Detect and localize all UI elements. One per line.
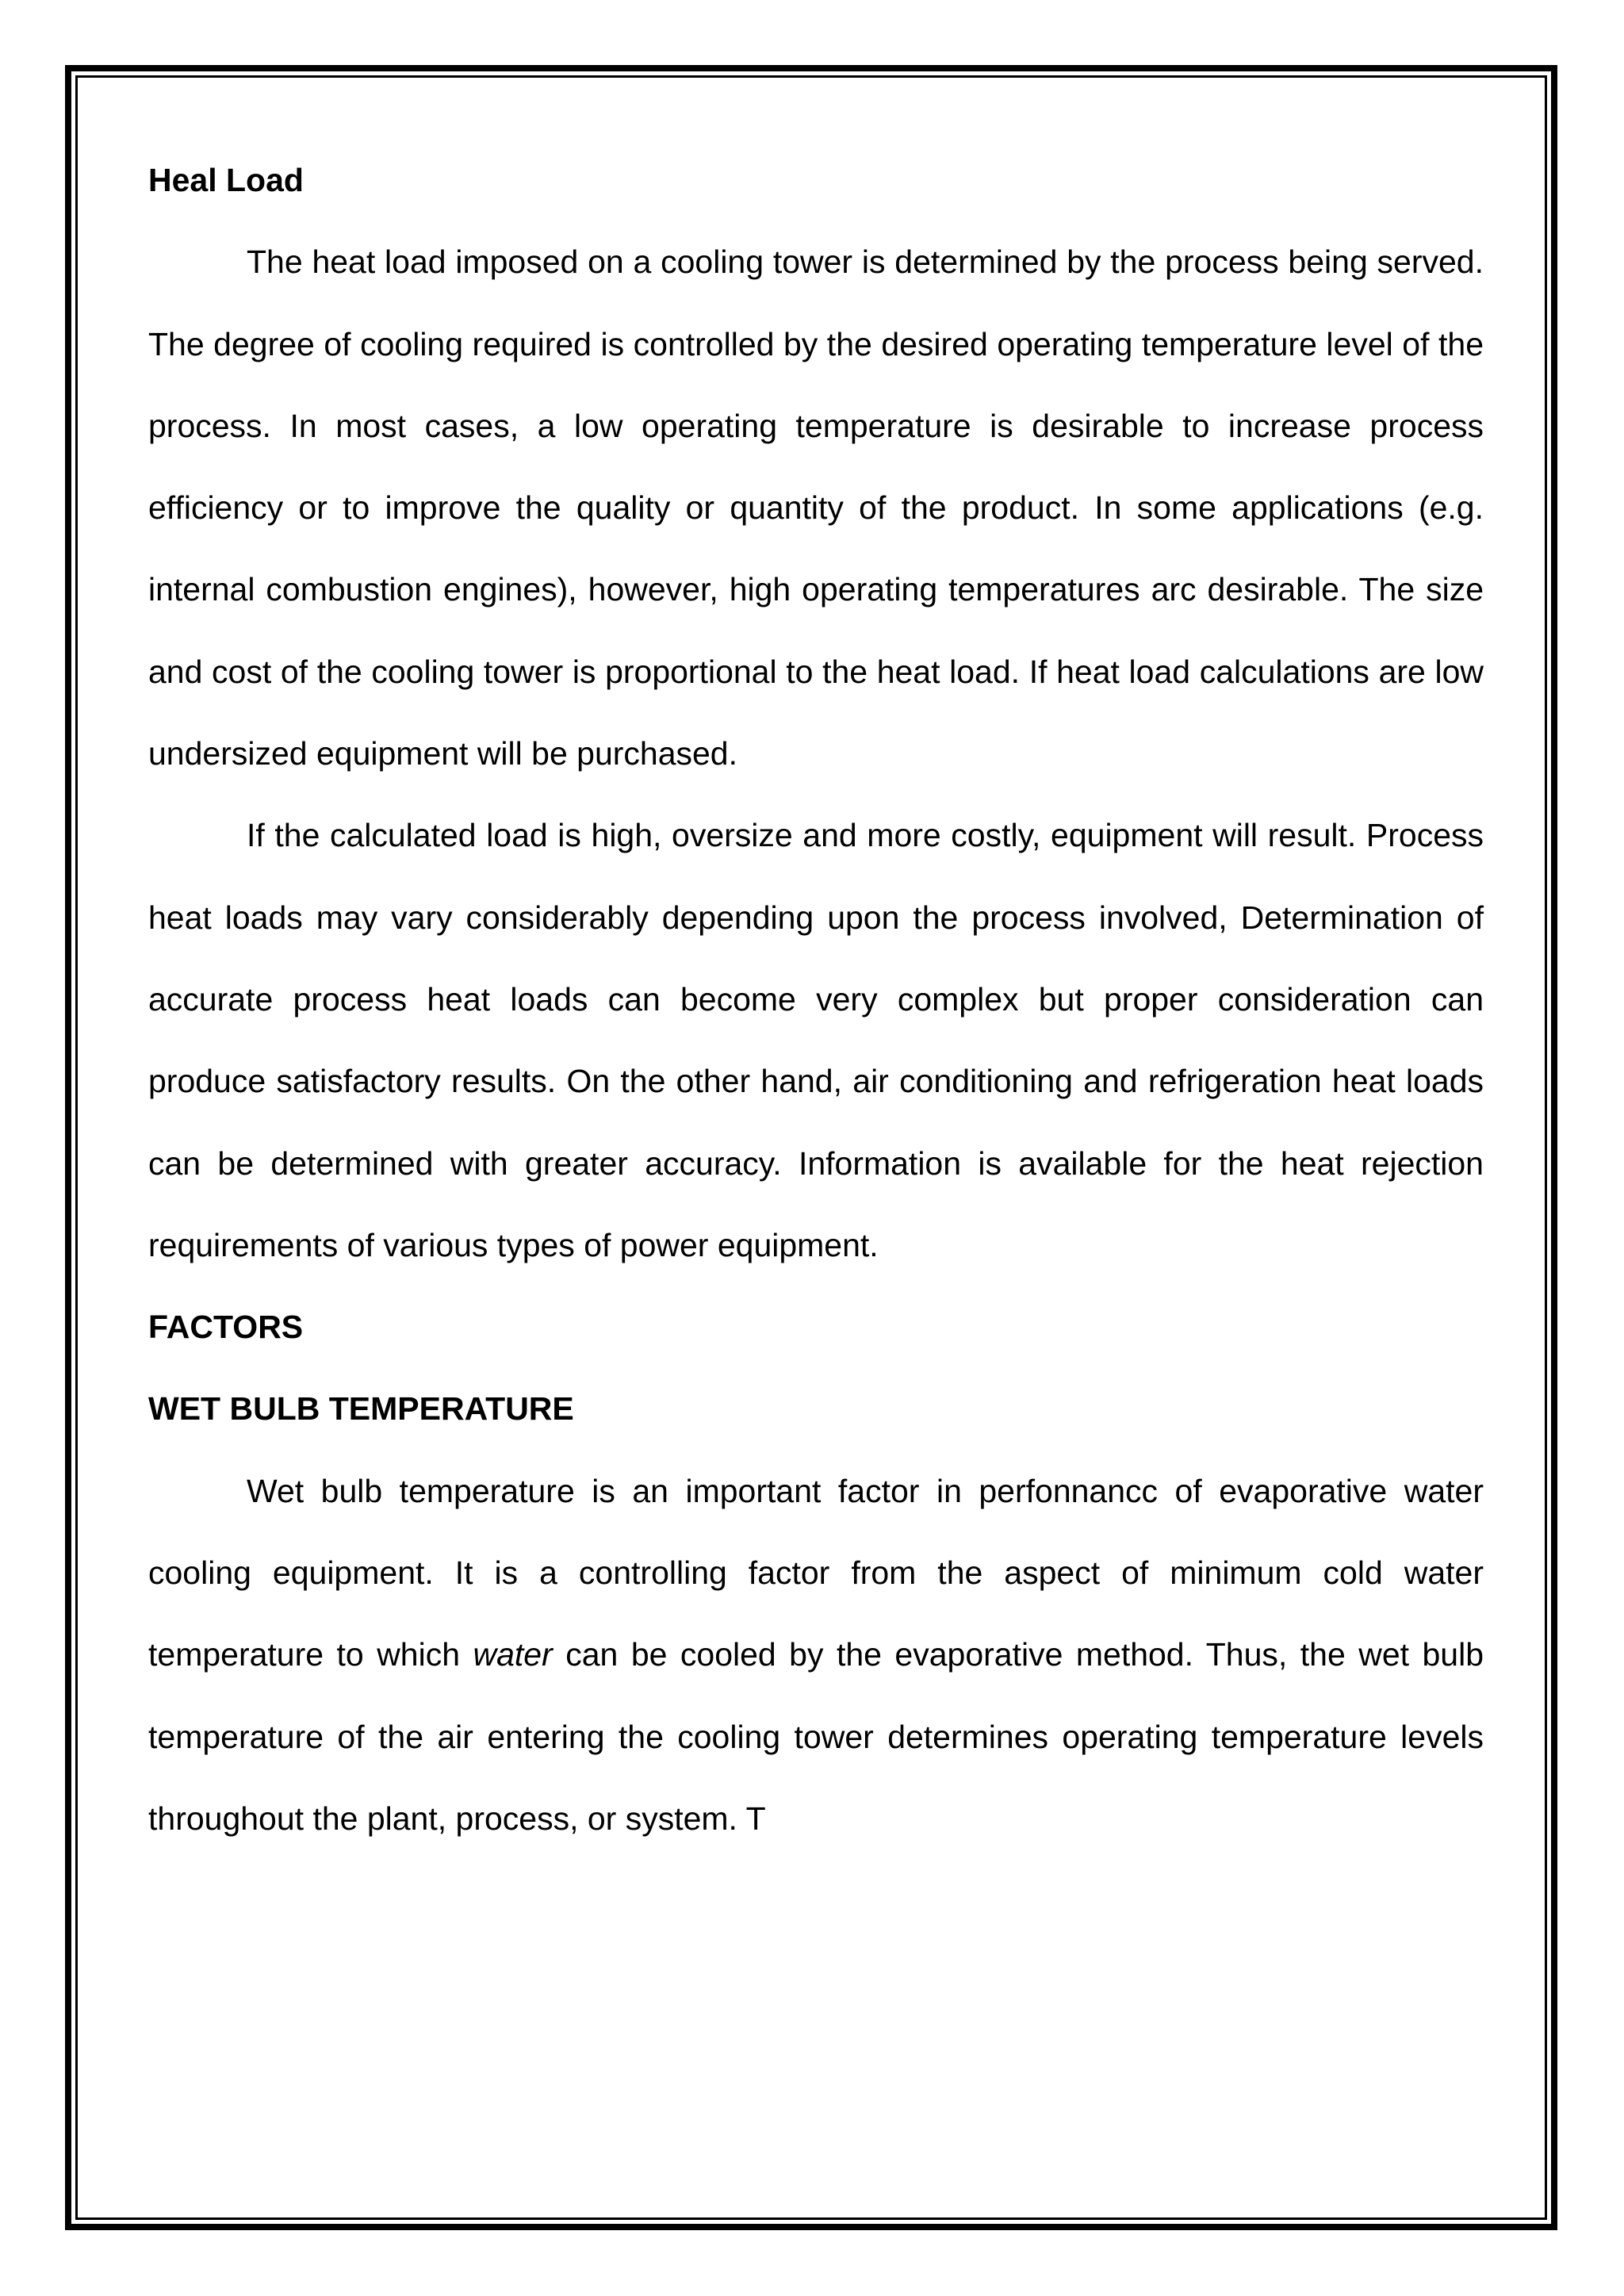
- document-body: [148, 140, 1484, 1860]
- paragraph-wet-bulb-text-2: can be cooled by the evaporative method. Thus, the wet bulb temperature of the air entering the cooling tower determines operating temperature levels throughout the plant, process, or system. T: [148, 1636, 1484, 1837]
- paragraph-wet-bulb: [148, 1451, 1484, 1860]
- paragraph-heat-load-intro: The heat load imposed on a cooling tower is determined by the process being served. The degree of cooling required is controlled by the desired operating temperature level of the process. In most cases, a low operating temperature is desirable to increase process efficiency or to improve the quality or quantity of the product. In some applications (e.g. internal combustion engines), however, high operating temperatures arc desirable. The size and cost of the cooling tower is proportional to the heat load. If heat load calculations are low undersized equipment will be purchased.: [148, 243, 1484, 772]
- heading-heat-load: Heal Load: [148, 162, 304, 198]
- paragraph-heat-load-calculation: If the calculated load is high, oversize and more costly, equipment will result. Process heat loads may vary considerably depending upon the process involved, Determination of accurate process heat loads can become very complex but proper consideration can produce satisfactory results. On the other hand, air conditioning and refrigeration heat loads can be determined with greater accuracy. Information is available for the heat rejection requirements of various types of power equipment.: [148, 817, 1484, 1263]
- heading-wet-bulb-temperature: WET BULB TEMPERATURE: [148, 1390, 574, 1428]
- paragraph-wet-bulb-italic-word: water: [473, 1636, 553, 1673]
- heading-factors: FACTORS: [148, 1309, 304, 1346]
- paragraph-wet-bulb-text-1: Wet bulb temperature is an important factor in perfonnancc of evaporative water cooling equipment. It is a controlling factor from the aspect of minimum cold water temperature to which: [148, 1472, 1484, 1673]
